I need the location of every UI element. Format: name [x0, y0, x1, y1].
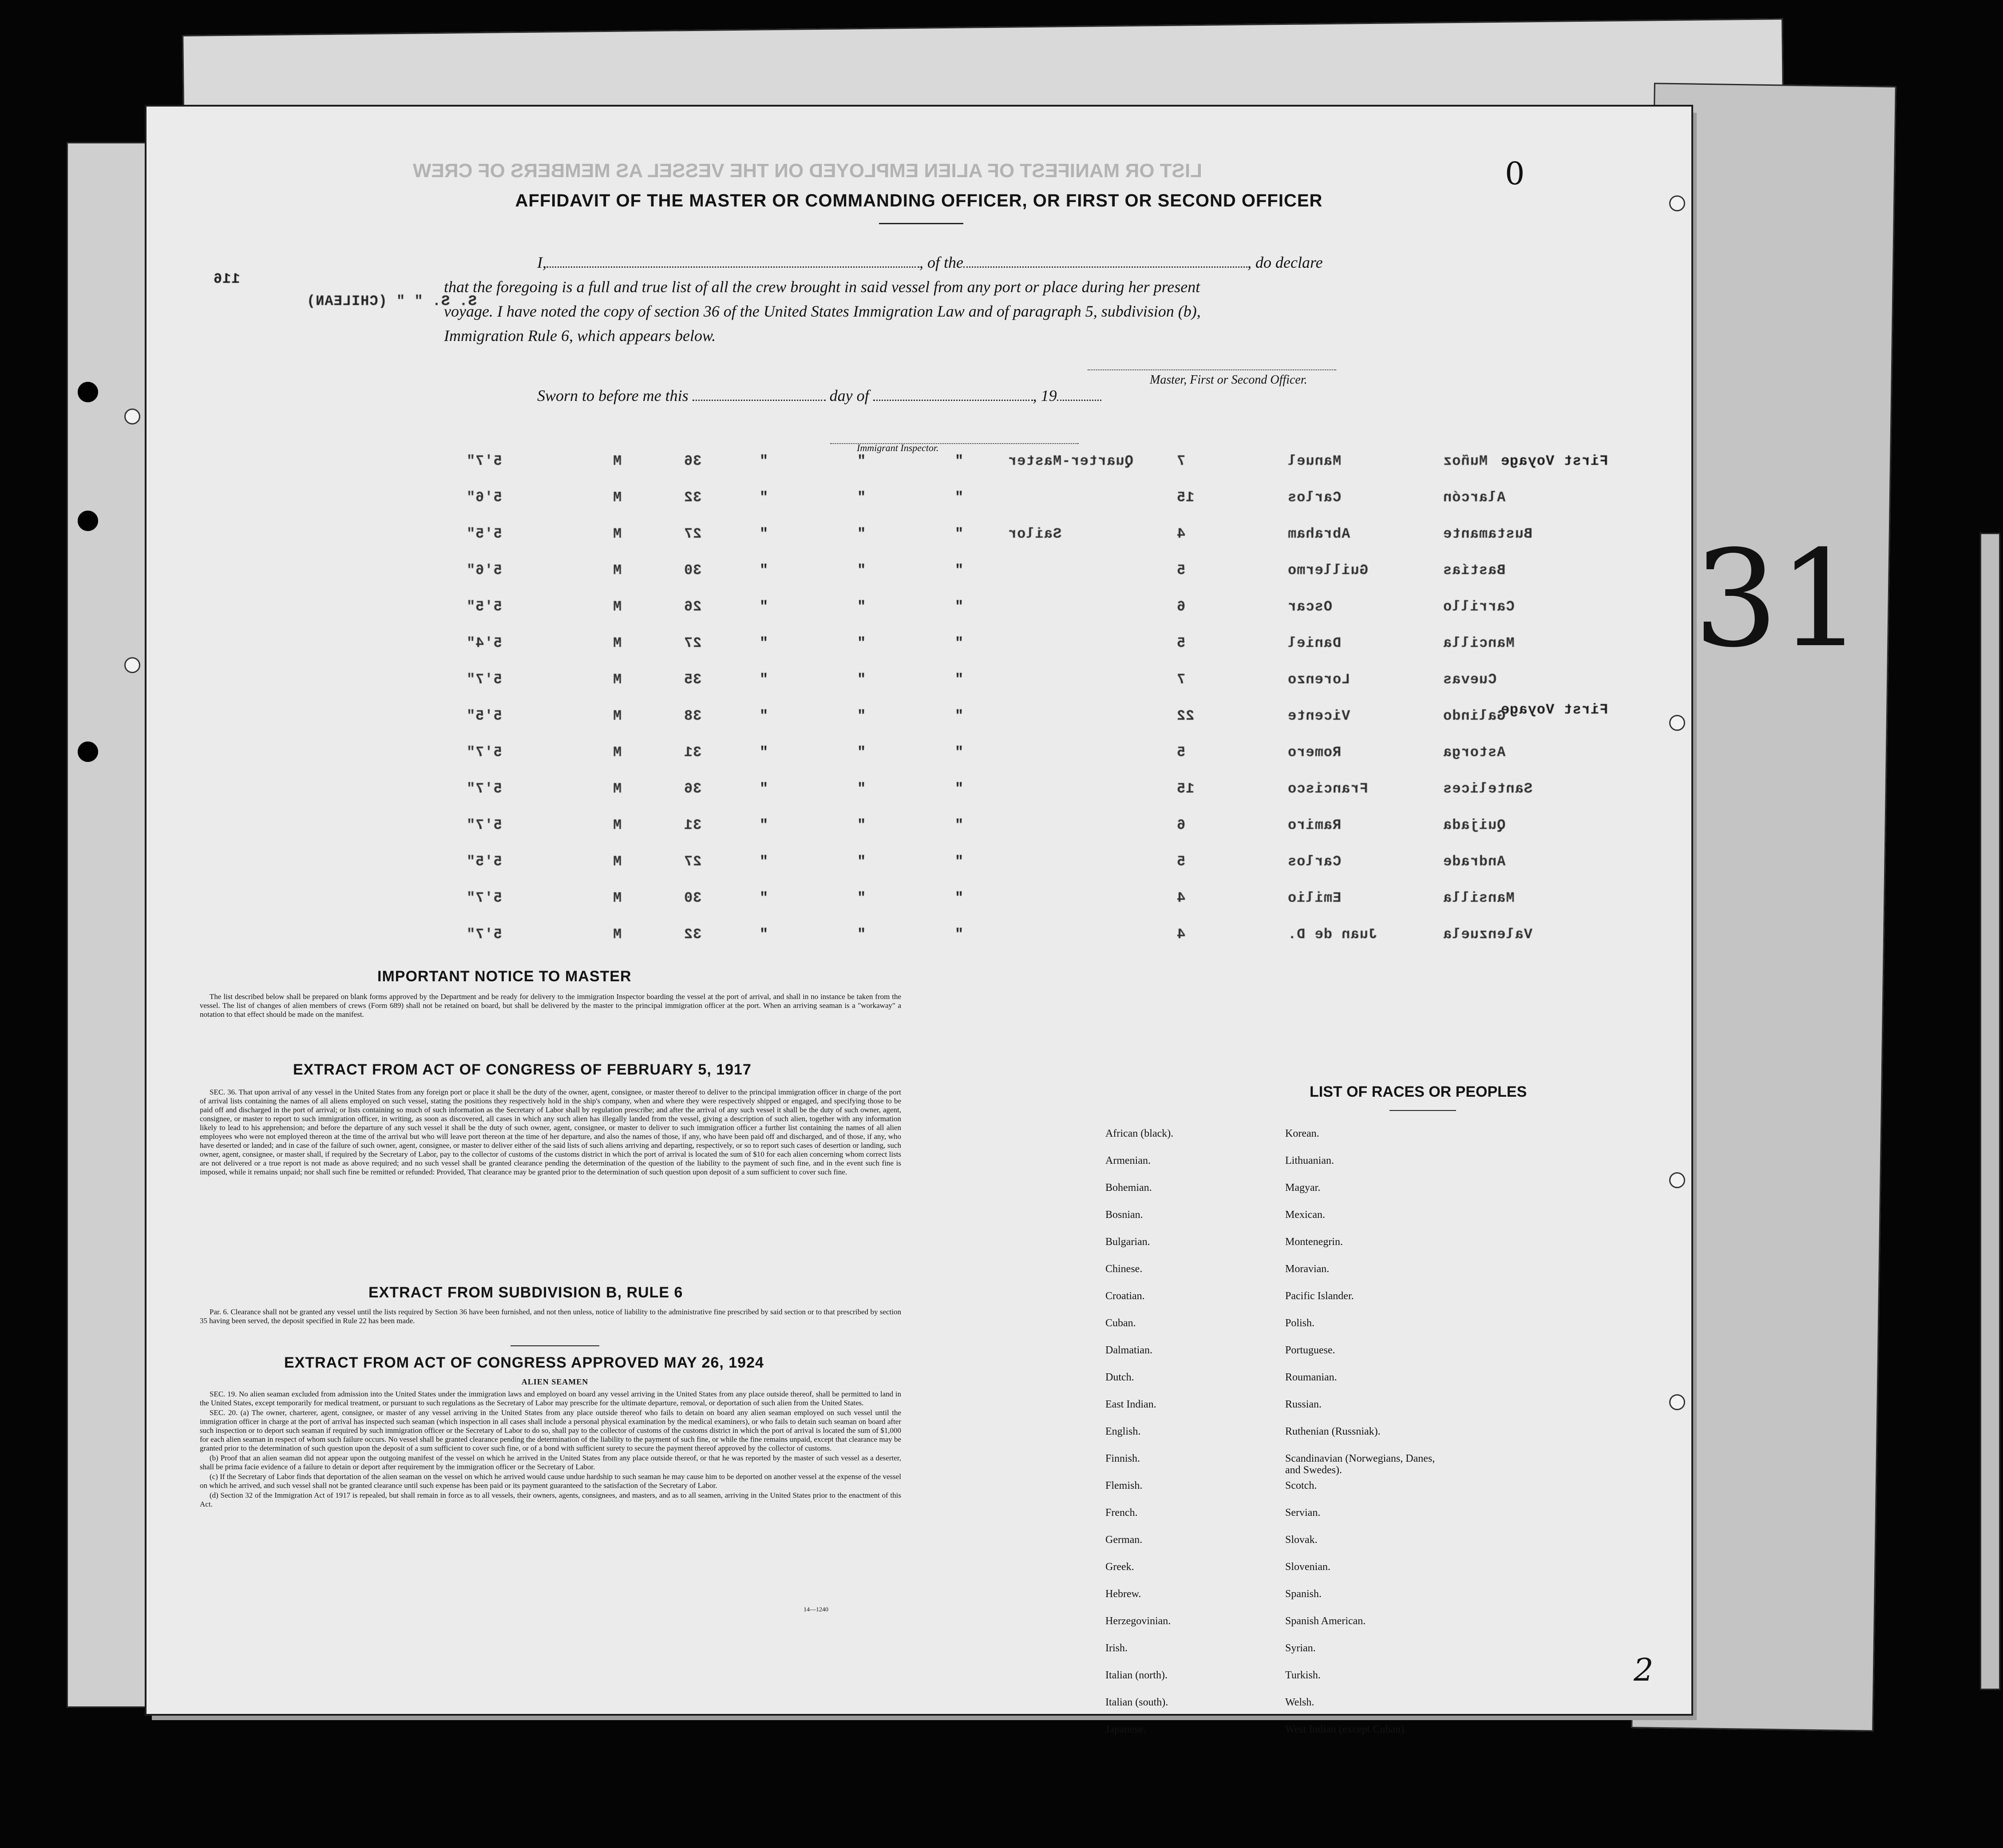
- race-item-left: English.: [1105, 1426, 1141, 1437]
- race-item-right: Spanish.: [1285, 1588, 1322, 1600]
- ghost-ditto-mark: ": [759, 744, 768, 761]
- ghost-ditto-mark: ": [954, 926, 964, 943]
- ghost-crew-rank: Quarter-Master: [1008, 453, 1133, 469]
- ghost-ditto-mark: ": [759, 671, 768, 688]
- race-item-left: Italian (north).: [1105, 1670, 1168, 1681]
- ghost-ditto-mark: ": [759, 853, 768, 870]
- ghost-ditto-mark: ": [857, 708, 866, 724]
- ghost-crew-surname: Santelices: [1443, 781, 1533, 797]
- ghost-crew-years: 15: [1176, 781, 1195, 797]
- ghost-crew-surname: Bastías: [1443, 562, 1506, 579]
- race-item-left: Bosnian.: [1105, 1209, 1143, 1221]
- important-notice-title: IMPORTANT NOTICE TO MASTER: [377, 968, 632, 985]
- ghost-crew-sex: M: [613, 708, 622, 724]
- binder-hole-2: [78, 511, 98, 531]
- ghost-crew-age: 26: [684, 599, 702, 615]
- ghost-crew-years: 4: [1176, 890, 1186, 906]
- ghost-crew-given: Ramiro: [1287, 817, 1342, 833]
- ghost-crew-given: Francisco: [1287, 781, 1368, 797]
- ghost-ditto-mark: ": [759, 599, 768, 615]
- ghost-ditto-mark: ": [954, 453, 964, 469]
- ghost-vessel-line: S. S. " " (CHILEAN): [306, 293, 477, 309]
- ghost-crew-years: 6: [1176, 817, 1186, 833]
- race-item-left: Bohemian.: [1105, 1182, 1152, 1194]
- races-rule: [1389, 1110, 1456, 1111]
- ghost-crew-surname: Alarcón: [1443, 489, 1506, 506]
- ghost-crew-age: 27: [684, 853, 702, 870]
- extract-1924-body: [200, 1390, 901, 1510]
- ghost-crew-age: 27: [684, 635, 702, 651]
- ghost-crew-given: Emilio: [1287, 890, 1342, 906]
- ghost-crew-sex: M: [613, 453, 622, 469]
- ghost-crew-sex: M: [613, 599, 622, 615]
- extract-rule6-title: EXTRACT FROM SUBDIVISION B, RULE 6: [368, 1284, 683, 1301]
- ghost-ditto-mark: ": [857, 744, 866, 761]
- extract-1917-title: EXTRACT FROM ACT OF CONGRESS OF FEBRUARY 5, 1917: [293, 1061, 752, 1078]
- ghost-crew-years: 7: [1176, 671, 1186, 688]
- binder-hole-3: [78, 742, 98, 762]
- ghost-crew-given: Lorenzo: [1287, 671, 1350, 688]
- ghost-crew-height: 5'5": [466, 853, 502, 870]
- ghost-ditto-mark: ": [954, 744, 964, 761]
- ghost-crew-years: 7: [1176, 453, 1186, 469]
- race-item-left: Chinese.: [1105, 1263, 1143, 1275]
- ghost-crew-given: Carlos: [1287, 853, 1342, 870]
- signature-label: Master, First or Second Officer.: [1150, 373, 1307, 387]
- race-item-right: Moravian.: [1285, 1263, 1330, 1275]
- ghost-crew-sex: M: [613, 635, 622, 651]
- ghost-crew-age: 32: [684, 489, 702, 506]
- sworn-line: Sworn to before me this day of , 19: [537, 386, 1101, 405]
- ghost-ditto-mark: ": [857, 853, 866, 870]
- ghost-ditto-mark: ": [954, 599, 964, 615]
- race-item-right: Korean.: [1285, 1128, 1319, 1139]
- ghost-heading: LIST OR MANIFEST OF ALIEN EMPLOYED ON THE VESSEL AS MEMBERS OF CREW: [413, 160, 1203, 182]
- ghost-crew-given: Manuel: [1287, 453, 1342, 469]
- corner-mark: 0: [1505, 155, 1525, 192]
- races-title: LIST OF RACES OR PEOPLES: [1310, 1083, 1527, 1100]
- ghost-crew-years: 5: [1176, 635, 1186, 651]
- race-item-left: East Indian.: [1105, 1399, 1156, 1410]
- ghost-ditto-mark: ": [857, 817, 866, 833]
- ghost-crew-sex: M: [613, 817, 622, 833]
- race-item-left: Hebrew.: [1105, 1588, 1141, 1600]
- binder-hole-1: [78, 382, 98, 402]
- ghost-ditto-mark: ": [954, 489, 964, 506]
- ghost-crew-age: 31: [684, 817, 702, 833]
- race-item-right: Polish.: [1285, 1317, 1315, 1329]
- ghost-crew-sex: M: [613, 781, 622, 797]
- ghost-crew-height: 5'6": [466, 562, 502, 579]
- ghost-ditto-mark: ": [954, 853, 964, 870]
- manifest-page: [146, 107, 1863, 1735]
- ghost-crew-surname: Quijada: [1443, 817, 1506, 833]
- ghost-crew-age: 31: [684, 744, 702, 761]
- race-item-right: Ruthenian (Russniak).: [1285, 1426, 1381, 1437]
- ghost-ditto-mark: ": [759, 635, 768, 651]
- sec-20b-paragraph: (b) Proof that an alien seaman did not appear upon the outgoing manifest of the vessel on which he arrived in the United States from any place outside thereof, or that he was reported by the master of such vessel as a deserter, shall be prima facie evidence of a failure to detain or deport after requirement by the immigration officer or the Secretary of Labor.: [200, 1454, 901, 1471]
- ghost-crew-surname: Mansilla: [1443, 890, 1515, 906]
- ghost-crew-surname: Cuevas: [1443, 671, 1497, 688]
- ghost-crew-given: Vicente: [1287, 708, 1350, 724]
- alien-seamen-subtitle: ALIEN SEAMEN: [521, 1377, 589, 1386]
- sec-19-paragraph: SEC. 19. No alien seaman excluded from admission into the United States under the immigration laws and employed on board any vessel arriving in the United States from any place outside thereof, shall be permitted to land in the United States, except temporarily for medical treatment, or pursuant to such regulations as the Secretary of Labor may prescribe for the ultimate departure, removal, or deportation of such alien from the United States.: [200, 1390, 901, 1407]
- ghost-crew-given: Guillermo: [1287, 562, 1368, 579]
- race-item-right: Roumanian.: [1285, 1372, 1337, 1383]
- ghost-ditto-mark: ": [759, 526, 768, 542]
- ghost-ditto-mark: ": [954, 817, 964, 833]
- ghost-crew-height: 5'6": [466, 489, 502, 506]
- ghost-ditto-mark: ": [857, 599, 866, 615]
- ghost-crew-given: Oscar: [1287, 599, 1333, 615]
- ghost-ditto-mark: ": [857, 781, 866, 797]
- ghost-crew-given: Romero: [1287, 744, 1342, 761]
- ghost-crew-sex: M: [613, 671, 622, 688]
- sec-20c-paragraph: (c) If the Secretary of Labor finds that deportation of the alien seaman on the vessel on which he arrived would cause undue hardship to such seaman he may cause him to be deported on another vessel at the expense of the vessel on which he arrived, and such vessel shall not be granted clearance until such expense has been paid or its payment guaranteed to the satisfaction of the Secretary of Labor.: [200, 1472, 901, 1490]
- race-item-right: Scotch.: [1285, 1480, 1317, 1491]
- race-item-left: Irish.: [1105, 1642, 1128, 1654]
- race-item-right: Welsh.: [1285, 1697, 1314, 1708]
- ghost-crew-surname: Valenzuela: [1443, 926, 1533, 943]
- ghost-ditto-mark: ": [857, 562, 866, 579]
- ghost-crew-years: 5: [1176, 853, 1186, 870]
- ghost-ditto-mark: ": [759, 562, 768, 579]
- race-item-left: Japanese.: [1105, 1724, 1146, 1735]
- ghost-ditto-mark: ": [759, 453, 768, 469]
- race-item-left: Herzegovinian.: [1105, 1615, 1171, 1627]
- race-item-left: Dutch.: [1105, 1372, 1134, 1383]
- ghost-ditto-mark: ": [857, 890, 866, 906]
- ghost-crew-years: 4: [1176, 526, 1186, 542]
- inspector-label: Immigrant Inspector.: [857, 442, 939, 453]
- race-item-left: Flemish.: [1105, 1480, 1143, 1491]
- ghost-crew-years: 5: [1176, 744, 1186, 761]
- ghost-first-voyage-2: First Voyage: [1500, 702, 1608, 718]
- race-item-right: Servian.: [1285, 1507, 1321, 1519]
- ghost-crew-age: 32: [684, 926, 702, 943]
- ghost-crew-age: 30: [684, 562, 702, 579]
- ghost-crew-age: 38: [684, 708, 702, 724]
- punch-hole-3: [1669, 1394, 1685, 1410]
- ghost-crew-surname: Carrillo: [1443, 599, 1515, 615]
- ghost-ditto-mark: ": [954, 708, 964, 724]
- ghost-crew-given: Juan de D.: [1287, 926, 1378, 943]
- ghost-crew-sex: M: [613, 562, 622, 579]
- ghost-ditto-mark: ": [857, 526, 866, 542]
- sec-20d-paragraph: (d) Section 32 of the Immigration Act of 1917 is repealed, but shall remain in force as to all vessels, their owners, agents, consignees, and masters, and as to all seamen, arriving in the United States prior to the enactment of this Act.: [200, 1491, 901, 1508]
- ghost-crew-height: 5'5": [466, 526, 502, 542]
- signature-rule: [1088, 369, 1336, 370]
- sec-20a-paragraph: SEC. 20. (a) The owner, charterer, agent, consignee, or master of any vessel arriving in the United States from any place outside thereof who fails to detain on board any alien seaman employed on such vessel until the immigration officer in charge at the port of arrival has inspected such seaman (which inspection in all cases shall include a personal physical examination by the medical examiners), or who fails to detain such seaman on board after such inspection or to deport such seaman if required by such immigration officer or the Secretary of Labor to do so, shall pay to the collector of customs of the customs district in which the port of arrival is located the sum of $1,000 for each alien seaman in respect of whom such failure occurs. No vessel shall be granted clearance pending the determination of the liability to the payment of such fine, or while the fine remains unpaid, except that clearance may be granted prior to the determination of such question upon the deposit of a sum sufficient to cover such fine, or of a bond with sufficient surety to secure the payment thereof approved by the collector of customs.: [200, 1408, 901, 1452]
- affidavit-line-4: Immigration Rule 6, which appears below.: [444, 327, 716, 345]
- affidavit-line-2: that the foregoing is a full and true list of all the crew brought in said vessel from any port or place during her present: [444, 278, 1200, 296]
- ghost-margin-number: 116: [213, 271, 240, 287]
- ghost-crew-age: 36: [684, 781, 702, 797]
- punch-hole-1: [1669, 195, 1685, 211]
- ghost-crew-height: 5'5": [466, 708, 502, 724]
- ghost-first-voyage-1: First Voyage: [1500, 453, 1608, 469]
- ghost-ditto-mark: ": [954, 890, 964, 906]
- race-item-right: Slovak.: [1285, 1534, 1318, 1546]
- bottom-mark: 2: [1634, 1652, 1654, 1688]
- ghost-crew-sex: M: [613, 926, 622, 943]
- ghost-crew-given: Carlos: [1287, 489, 1342, 506]
- ghost-crew-height: 5'7": [466, 781, 502, 797]
- ghost-crew-height: 5'7": [466, 890, 502, 906]
- ghost-ditto-mark: ": [954, 671, 964, 688]
- extract-rule6-body: Par. 6. Clearance shall not be granted any vessel until the lists required by Section 36 have been furnished, and not then unless, notice of liability to the administrative fine prescribed by said section or to that prescribed by section 35 having been served, the deposit specified in Rule 22 has been made.: [200, 1308, 901, 1325]
- ghost-ditto-mark: ": [857, 635, 866, 651]
- race-item-left: French.: [1105, 1507, 1138, 1519]
- ghost-crew-height: 5'7": [466, 453, 502, 469]
- race-item-left: Croatian.: [1105, 1290, 1145, 1302]
- race-item-right: Scandinavian (Norwegians, Danes, and Swedes).: [1285, 1453, 1435, 1476]
- race-item-left: German.: [1105, 1534, 1143, 1546]
- ghost-crew-age: 27: [684, 526, 702, 542]
- ghost-ditto-mark: ": [759, 781, 768, 797]
- affidavit-line-1: I, , of the , do declare: [537, 254, 1323, 271]
- ghost-crew-age: 36: [684, 453, 702, 469]
- race-item-right: Portuguese.: [1285, 1344, 1335, 1356]
- race-item-right: Turkish.: [1285, 1670, 1321, 1681]
- ghost-ditto-mark: ": [857, 926, 866, 943]
- ghost-crew-given: Abraham: [1287, 526, 1350, 542]
- ghost-crew-sex: M: [613, 526, 622, 542]
- ghost-ditto-mark: ": [857, 453, 866, 469]
- race-item-right: Russian.: [1285, 1399, 1322, 1410]
- form-number: 14—1240: [804, 1606, 828, 1613]
- affidavit-line-3: voyage. I have noted the copy of section 36 of the United States Immigration Law and of paragraph 5, subdivision (b),: [444, 302, 1201, 320]
- ghost-crew-surname: Bustamante: [1443, 526, 1533, 542]
- ghost-crew-years: 22: [1176, 708, 1195, 724]
- race-item-left: Dalmatian.: [1105, 1344, 1152, 1356]
- ghost-ditto-mark: ": [759, 708, 768, 724]
- ghost-crew-surname: Astorga: [1443, 744, 1506, 761]
- ghost-ditto-mark: ": [954, 635, 964, 651]
- ghost-crew-years: 15: [1176, 489, 1195, 506]
- ghost-crew-given: Daniel: [1287, 635, 1342, 651]
- race-item-right: Magyar.: [1285, 1182, 1321, 1194]
- ghost-ditto-mark: ": [759, 489, 768, 506]
- ghost-crew-age: 30: [684, 890, 702, 906]
- ghost-crew-years: 5: [1176, 562, 1186, 579]
- ghost-crew-years: 6: [1176, 599, 1186, 615]
- race-item-left: Italian (south).: [1105, 1697, 1168, 1708]
- ghost-ditto-mark: ": [759, 890, 768, 906]
- ghost-ditto-mark: ": [857, 671, 866, 688]
- race-item-right: Lithuanian.: [1285, 1155, 1334, 1166]
- ghost-ditto-mark: ": [954, 781, 964, 797]
- race-item-right: West Indian (except Cuban).: [1285, 1724, 1407, 1735]
- ghost-ditto-mark: ": [954, 526, 964, 542]
- ghost-ditto-mark: ": [759, 926, 768, 943]
- ghost-crew-height: 5'7": [466, 744, 502, 761]
- ghost-crew-surname: Muñoz: [1443, 453, 1488, 469]
- ghost-ditto-mark: ": [857, 489, 866, 506]
- race-item-left: Bulgarian.: [1105, 1236, 1150, 1248]
- race-item-right: Pacific Islander.: [1285, 1290, 1354, 1302]
- right-edge-sheet: [1980, 533, 2000, 1690]
- race-item-right: Spanish American.: [1285, 1615, 1366, 1627]
- binder-hole-4: [124, 408, 140, 424]
- race-item-left: Finnish.: [1105, 1453, 1140, 1464]
- ghost-crew-sex: M: [613, 890, 622, 906]
- binder-hole-5: [124, 657, 140, 673]
- punch-hole-2: [1669, 1172, 1685, 1188]
- rule6-divider: [511, 1345, 599, 1346]
- race-item-left: African (black).: [1105, 1128, 1174, 1139]
- race-item-right: Mexican.: [1285, 1209, 1325, 1221]
- ghost-crew-height: 5'4": [466, 635, 502, 651]
- race-item-right: Montenegrin.: [1285, 1236, 1343, 1248]
- ghost-crew-height: 5'7": [466, 671, 502, 688]
- extract-1924-title: EXTRACT FROM ACT OF CONGRESS APPROVED MAY 26, 1924: [284, 1354, 764, 1371]
- race-item-left: Greek.: [1105, 1561, 1134, 1573]
- race-item-left: Armenian.: [1105, 1155, 1151, 1166]
- ghost-crew-years: 4: [1176, 926, 1186, 943]
- extract-1917-body: SEC. 36. That upon arrival of any vessel in the United States from any foreign port or place it shall be the duty of the owner, agent, consignee, or master thereof to deliver to the principal immigration officer in charge of the port of arrival lists containing the names of all aliens employed on such vessel, stating the positions they respectively hold in the ship's company, when and where they were respectively shipped or engaged, and specifying those to be paid off and discharged in the port of arrival; or lists containing so much of such information as the Secretary of Labor shall by regulation prescribe; and after the arrival of any such vessel it shall be the duty of such owner, agent, consignee, or master to report to such immigration officer, in writing, as soon as discovered, all cases in which any such alien has illegally landed from the vessel, giving a description of such alien, together with any information likely to lead to his apprehension; and before the departure of any such vessel it shall be the duty of such owner, agent, consignee, or master to deliver to such immigration officer a further list containing the names of all alien employees who were not employed thereon at the time of the arrival but who will leave port thereon at the time of her departure, and also the names of those, if any, who have been paid off and discharged, and of those, if any, who have deserted or landed; and in case of the failure of such owner, agent, consignee, or master to deliver either of the said lists of such aliens arriving and departing, respectively, or so to report such cases of desertion or landing, such owner, agent, consignee, or master shall, if required by the Secretary of Labor, pay to the collector of customs of the customs district in which the port of arrival is located the sum of $10 for each alien concerning whom correct lists are not delivered or a true report is not made as above required; and no such vessel shall be granted clearance pending the determination of the question of the liability to the payment of such fine, and in the event such fine is imposed, while it remains unpaid; nor shall such fine be remitted or refunded: Provided, That clearance may be granted prior to the determination of such question upon deposit of a sum sufficient to cover such fine.: [200, 1088, 901, 1176]
- ghost-crew-surname: Galindo: [1443, 708, 1506, 724]
- ghost-crew-surname: Mancilla: [1443, 635, 1515, 651]
- ghost-crew-height: 5'5": [466, 599, 502, 615]
- ghost-crew-sex: M: [613, 744, 622, 761]
- important-notice-body: The list described below shall be prepared on blank forms approved by the Department and be ready for delivery to the immigration Inspector boarding the vessel at the port of arrival, and shall in no instance be taken from the vessel. The list of changes of alien members of crews (Form 689) shall not be retained on board, but shall be delivered by the master to the principal immigration officer at the port. When an arriving seaman is a "workaway" a notation to that effect should be made on the manifest.: [200, 992, 901, 1019]
- ghost-crew-height: 5'7": [466, 817, 502, 833]
- title-rule: [879, 223, 963, 224]
- ghost-crew-sex: M: [613, 489, 622, 506]
- handwritten-number: 31: [1694, 522, 1863, 677]
- ghost-crew-age: 35: [684, 671, 702, 688]
- ghost-crew-sex: M: [613, 853, 622, 870]
- ghost-crew-rank: Sailor: [1008, 526, 1062, 542]
- ghost-crew-surname: Andrade: [1443, 853, 1506, 870]
- race-item-left: Cuban.: [1105, 1317, 1136, 1329]
- affidavit-title: AFFIDAVIT OF THE MASTER OR COMMANDING OFFICER, OR FIRST OR SECOND OFFICER: [515, 191, 1323, 210]
- race-item-right: Slovenian.: [1285, 1561, 1330, 1573]
- ghost-ditto-mark: ": [759, 817, 768, 833]
- ghost-ditto-mark: ": [954, 562, 964, 579]
- ghost-crew-height: 5'7": [466, 926, 502, 943]
- race-item-right: Syrian.: [1285, 1642, 1316, 1654]
- punch-hole-4: [1669, 715, 1685, 731]
